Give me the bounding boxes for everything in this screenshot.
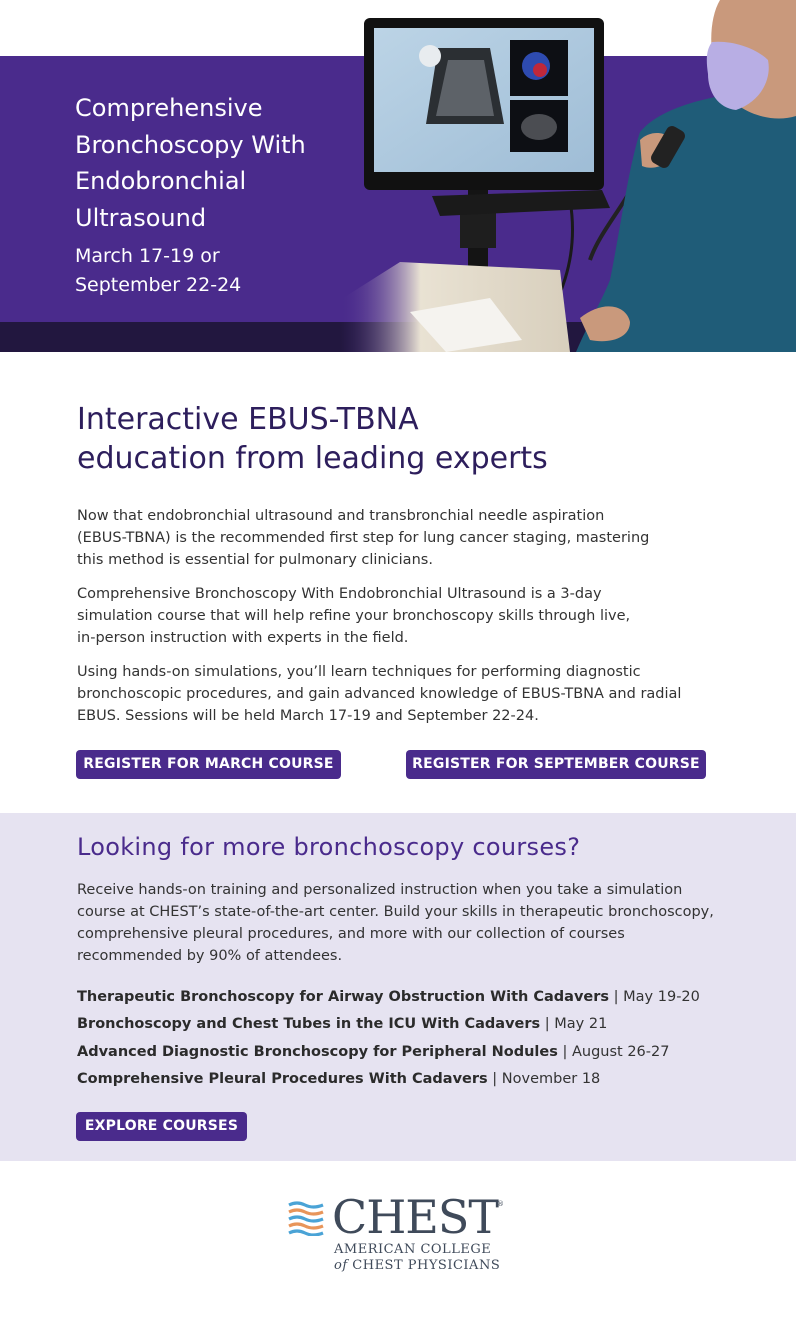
sessions-paragraph (77, 661, 717, 727)
headline-line: Interactive EBUS-TBNA (77, 402, 419, 437)
chest-logo-wordmark: CHEST (332, 1190, 499, 1244)
course-list-item (77, 1068, 757, 1090)
hero-date-line: March 17-19 or (75, 245, 220, 267)
more-courses-paragraph (77, 879, 727, 967)
paragraph-line: in-person instruction with experts in the field. (77, 630, 409, 646)
registered-mark: ® (497, 1200, 504, 1208)
paragraph-line: course at CHEST’s state-of-the-art center. Build your skills in therapeutic bronchoscopy, (77, 904, 714, 920)
chest-logo-mark-icon (287, 1200, 325, 1236)
course-name: Therapeutic Bronchoscopy for Airway Obstruction With Cadavers (77, 989, 610, 1005)
logo-subtitle-rest: CHEST PHYSICIANS (352, 1258, 501, 1273)
logo-subtitle-line1: AMERICAN COLLEGE (334, 1242, 492, 1257)
hero-banner (0, 0, 796, 352)
hero-photo-ebus-simulator (340, 0, 796, 352)
course-date: May 19-20 (623, 989, 700, 1005)
intro-paragraph (77, 505, 717, 571)
hero-title-line: Bronchoscopy With (75, 130, 306, 159)
hero-title (75, 90, 375, 236)
course-date: November 18 (501, 1071, 601, 1087)
course-list-item (77, 1041, 757, 1063)
course-date: August 26-27 (571, 1044, 670, 1060)
paragraph-line: Using hands-on simulations, you’ll learn techniques for performing diagnostic (77, 664, 641, 680)
main-headline (77, 400, 717, 478)
course-name: Bronchoscopy and Chest Tubes in the ICU With Cadavers (77, 1016, 541, 1032)
course-name: Advanced Diagnostic Bronchoscopy for Peripheral Nodules (77, 1044, 558, 1060)
course-separator: | (613, 989, 619, 1005)
course-list-item (77, 986, 757, 1008)
course-description-paragraph (77, 583, 717, 649)
logo-subtitle-line2 (334, 1258, 500, 1273)
paragraph-line: Now that endobronchial ultrasound and transbronchial needle aspiration (77, 508, 605, 524)
paragraph-line: bronchoscopic procedures, and gain advanced knowledge of EBUS-TBNA and radial (77, 686, 682, 702)
hero-date-line: September 22-24 (75, 274, 242, 296)
course-separator: | (492, 1071, 498, 1087)
main-section (0, 352, 796, 813)
paragraph-line: simulation course that will help refine your bronchoscopy skills through live, (77, 608, 631, 624)
paragraph-line: EBUS. Sessions will be held March 17-19 and September 22-24. (77, 708, 539, 724)
hero-title-line: Ultrasound (75, 203, 207, 232)
paragraph-line: Receive hands-on training and personalized instruction when you take a simulation (77, 882, 683, 898)
paragraph-line: comprehensive pleural procedures, and more with our collection of courses (77, 926, 625, 942)
paragraph-line: recommended by 90% of attendees. (77, 948, 343, 964)
course-separator: | (544, 1016, 550, 1032)
more-courses-section (0, 813, 796, 1161)
paragraph-line: (EBUS-TBNA) is the recommended first step for lung cancer staging, mastering (77, 530, 650, 546)
hero-title-line: Comprehensive (75, 94, 263, 122)
register-march-button[interactable]: REGISTER FOR MARCH COURSE (76, 750, 341, 779)
paragraph-line: this method is essential for pulmonary clinicians. (77, 552, 433, 568)
more-courses-title: Looking for more bronchoscopy courses? (77, 833, 581, 861)
course-name: Comprehensive Pleural Procedures With Cadavers (77, 1071, 488, 1087)
hero-dates (75, 242, 375, 300)
logo-subtitle-of: of (334, 1258, 348, 1273)
footer (0, 1161, 796, 1318)
course-list-item (77, 1013, 757, 1035)
headline-line: education from leading experts (77, 441, 548, 476)
paragraph-line: Comprehensive Bronchoscopy With Endobronchial Ultrasound is a 3-day (77, 586, 602, 602)
hero-title-line: Endobronchial (75, 167, 247, 195)
course-separator: | (562, 1044, 568, 1060)
explore-courses-button[interactable]: EXPLORE COURSES (76, 1112, 247, 1141)
course-date: May 21 (554, 1016, 608, 1032)
register-september-button[interactable]: REGISTER FOR SEPTEMBER COURSE (406, 750, 706, 779)
